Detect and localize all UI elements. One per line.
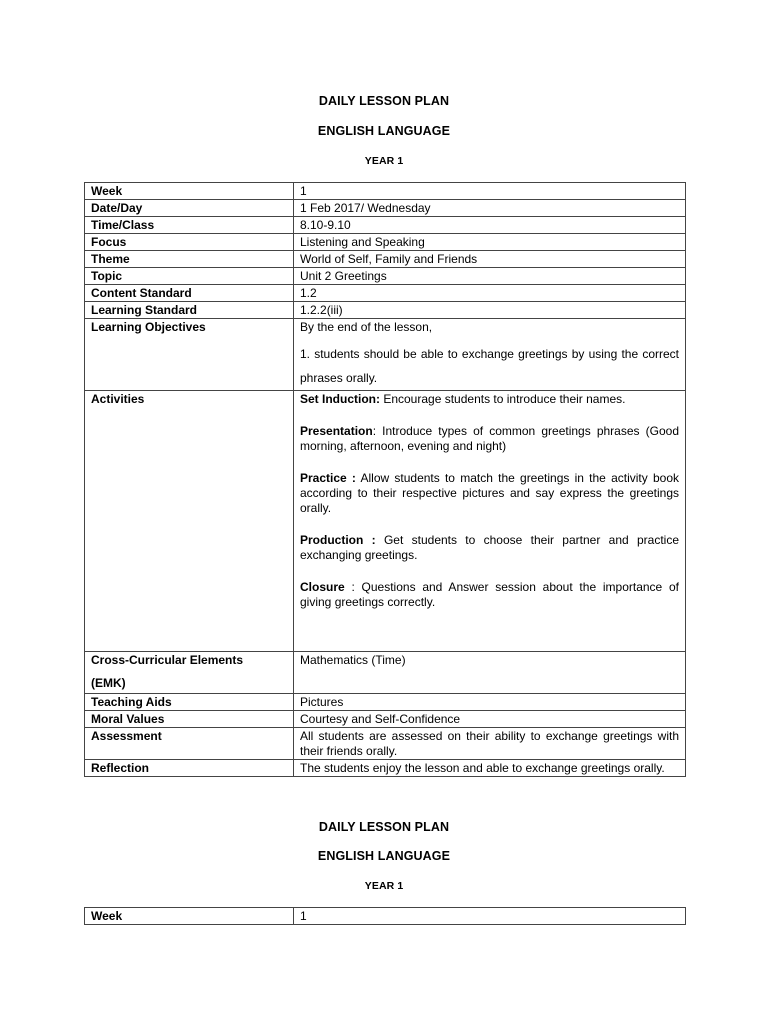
activity-set-induction — [300, 392, 679, 407]
subject-title: ENGLISH LANGUAGE — [317, 124, 451, 138]
objectives-intro: By the end of the lesson, — [300, 320, 433, 334]
row-label-content-standard: Content Standard — [85, 285, 294, 302]
row-value-assessment: All students are assessed on their ability to exchange greetings with their friends orally. — [294, 728, 686, 760]
production-term: Production : — [300, 533, 376, 547]
row-label-learning-objectives: Learning Objectives — [85, 319, 294, 391]
table-row — [85, 268, 686, 285]
row-value-cross-curricular: Mathematics (Time) — [294, 652, 686, 694]
activity-closure — [300, 580, 679, 610]
row-label-topic: Topic — [85, 268, 294, 285]
row-label-teaching-aids: Teaching Aids — [85, 694, 294, 711]
table-row — [85, 760, 686, 777]
closure-text: : Questions and Answer session about the importance of giving greetings correctly. — [300, 580, 679, 609]
row-label-activities: Activities — [85, 391, 294, 652]
lesson-plan-title: DAILY LESSON PLAN — [318, 94, 450, 108]
row-value-focus: Listening and Speaking — [294, 234, 686, 251]
activity-presentation — [300, 424, 679, 454]
table-row — [85, 302, 686, 319]
production-text: Get students to choose their partner and practice exchanging greetings. — [300, 533, 680, 562]
row-label-focus: Focus — [85, 234, 294, 251]
row-value-teaching-aids: Pictures — [294, 694, 686, 711]
row-value-date: 1 Feb 2017/ Wednesday — [294, 200, 686, 217]
table-row — [85, 652, 686, 694]
table-row — [85, 200, 686, 217]
presentation-term: Presentation — [300, 424, 373, 438]
activity-practice — [300, 471, 679, 516]
row-label-time: Time/Class — [85, 217, 294, 234]
table-row — [85, 285, 686, 302]
table-row — [85, 908, 686, 925]
lesson-plan-table — [84, 182, 686, 777]
year-title-2: YEAR 1 — [364, 880, 404, 892]
table-row — [85, 217, 686, 234]
row-label-cross-curricular — [85, 652, 294, 694]
row-value-moral-values: Courtesy and Self-Confidence — [294, 711, 686, 728]
row-label-date: Date/Day — [85, 200, 294, 217]
row-label-theme: Theme — [85, 251, 294, 268]
row-value-reflection: The students enjoy the lesson and able to exchange greetings orally. — [294, 760, 686, 777]
table-row — [85, 694, 686, 711]
subject-title-2: ENGLISH LANGUAGE — [317, 849, 451, 863]
table-row — [85, 183, 686, 200]
activity-production — [300, 533, 679, 563]
row-label-moral-values: Moral Values — [85, 711, 294, 728]
row-value-week: 1 — [294, 183, 686, 200]
lesson-plan-title-2: DAILY LESSON PLAN — [318, 820, 450, 834]
objectives-item: 1. students should be able to exchange greetings by using the correct phrases orally. — [300, 347, 679, 385]
row-label-learning-standard: Learning Standard — [85, 302, 294, 319]
row-value-learning-standard: 1.2.2(iii) — [294, 302, 686, 319]
table-row — [85, 319, 686, 391]
practice-term: Practice : — [300, 471, 356, 485]
row-value-content-standard: 1.2 — [294, 285, 686, 302]
lesson-plan-table-2 — [84, 907, 686, 925]
table-row — [85, 234, 686, 251]
cross-curricular-label-emk: (EMK) — [91, 676, 126, 690]
table-row — [85, 728, 686, 760]
row-value-topic: Unit 2 Greetings — [294, 268, 686, 285]
table-row — [85, 711, 686, 728]
set-induction-term: Set Induction: — [300, 392, 380, 406]
practice-text: Allow students to match the greetings in the activity book according to their respective pictures and say express the greetings orally. — [300, 471, 679, 515]
row-label-assessment: Assessment — [85, 728, 294, 760]
year-title: YEAR 1 — [364, 155, 404, 167]
presentation-text: : Introduce types of common greetings phrases (Good morning, afternoon, evening and night) — [300, 424, 679, 453]
row-value-learning-objectives — [294, 319, 686, 391]
row-label-week-2: Week — [85, 908, 294, 925]
row-value-activities — [294, 391, 686, 652]
row-value-theme: World of Self, Family and Friends — [294, 251, 686, 268]
row-value-time: 8.10-9.10 — [294, 217, 686, 234]
table-row — [85, 251, 686, 268]
closure-term: Closure — [300, 580, 345, 594]
row-label-week: Week — [85, 183, 294, 200]
set-induction-text: Encourage students to introduce their names. — [380, 392, 626, 406]
row-label-reflection: Reflection — [85, 760, 294, 777]
cross-curricular-label: Cross-Curricular Elements — [91, 653, 244, 667]
row-value-week-2: 1 — [294, 908, 686, 925]
table-row — [85, 391, 686, 652]
